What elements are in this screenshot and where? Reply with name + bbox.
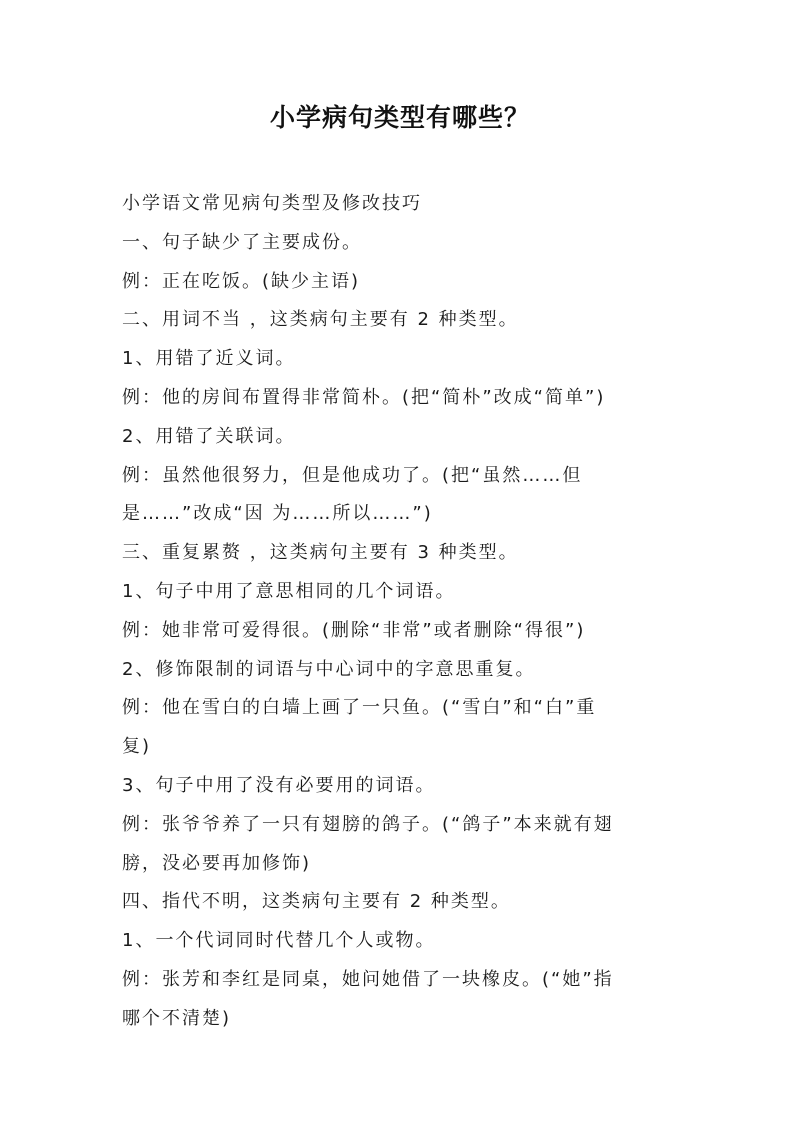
subsection-heading: 3、句子中用了没有必要用的词语。 bbox=[122, 774, 436, 796]
example-line: 例：张芳和李红是同桌，她问她借了一块橡皮。(“她”指 bbox=[122, 968, 614, 990]
subsection-heading: 2、用错了关联词。 bbox=[122, 425, 296, 447]
example-line-continued: 是……”改成“因 为……所以……”) bbox=[122, 503, 433, 525]
section-2-heading: 二、用词不当 ，这类病句主要有 2 种类型。 bbox=[122, 309, 519, 331]
subsection-heading: 1、用错了近义词。 bbox=[122, 348, 296, 370]
subsection-heading: 1、句子中用了意思相同的几个词语。 bbox=[122, 580, 456, 602]
example-line: 例：正在吃饭。(缺少主语) bbox=[122, 270, 361, 292]
example-line: 例：张爷爷养了一只有翅膀的鸽子。(“鸽子”本来就有翅 bbox=[122, 813, 614, 835]
section-3-heading: 三、重复累赘 ，这类病句主要有 3 种类型。 bbox=[122, 542, 519, 564]
example-line-continued: 膀，没必要再加修饰) bbox=[122, 852, 312, 874]
document-title: 小学病句类型有哪些？ bbox=[269, 103, 530, 132]
intro-line: 小学语文常见病句类型及修改技巧 bbox=[122, 193, 422, 214]
section-1-heading: 一、句子缺少了主要成份。 bbox=[122, 231, 362, 253]
example-line: 例：她非常可爱得很。(删除“非常”或者删除“得很”) bbox=[122, 619, 586, 641]
example-line: 例：他在雪白的白墙上画了一只鱼。(“雪白”和“白”重 bbox=[122, 697, 597, 719]
example-line: 例：他的房间布置得非常简朴。(把“简朴”改成“简单”) bbox=[122, 386, 606, 408]
subsection-heading: 2、修饰限制的词语与中心词中的字意思重复。 bbox=[122, 658, 536, 680]
example-line-continued: 复) bbox=[122, 736, 152, 758]
example-line-continued: 哪个不清楚) bbox=[122, 1007, 232, 1029]
document-body bbox=[122, 185, 692, 1039]
example-line: 例：虽然他很努力，但是他成功了。(把“虽然……但 bbox=[122, 464, 583, 486]
subsection-heading: 1、一个代词同时代替几个人或物。 bbox=[122, 930, 436, 952]
section-4-heading: 四、指代不明，这类病句主要有 2 种类型。 bbox=[122, 891, 511, 913]
